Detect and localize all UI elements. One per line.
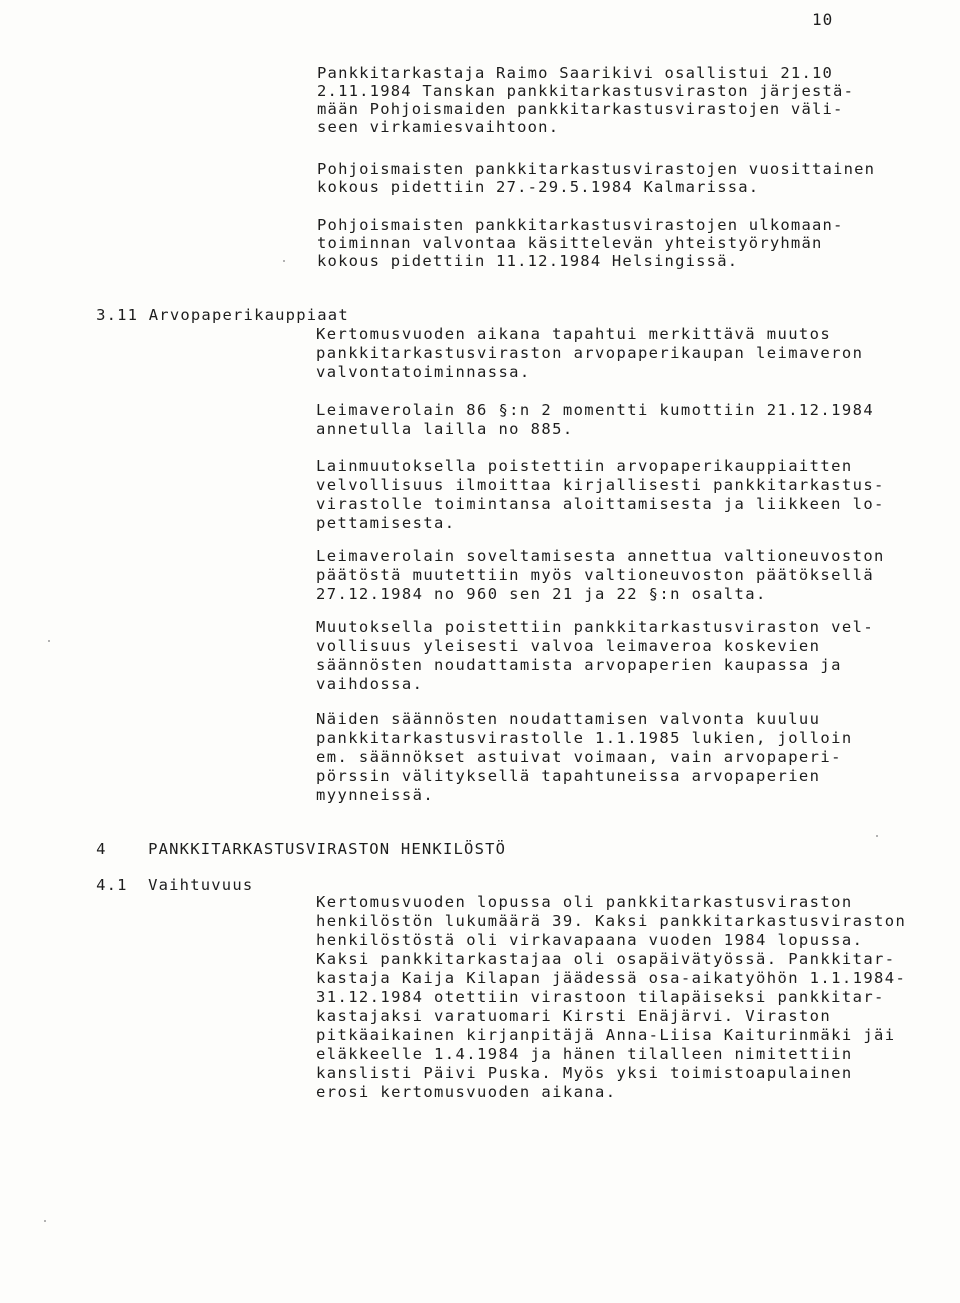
heading-3-11-number: 3.11 (96, 306, 139, 324)
page-number: 10 (812, 10, 834, 29)
paragraph-staff: Kertomusvuoden lopussa oli pankkitarkastusviraston henkilöstön lukumäärä 39. Kaksi pankkitarkastusviraston henkilöstöstä oli virkavapaana vuoden 1984 lopussa. Kaksi pankkitarkastajaa oli osapäivätyössä. Pankkitar- kastaja Kaija Kilapan jäädessä osa-aikatyöhön 1.1.1984- 31.12.1984 otettiin virastoon tilapäiseksi pankkitar- kastajaksi varatuomari Kirsti Enäjärvi. Viraston pitkäaikainen kirjanpitäjä Anna-Liisa Kaiturinmäki jäi eläkkeelle 1.4.1984 ja hänen tilalleen nimitettiin kanslisti Päivi Puska. Myös yksi toimistoapulainen erosi kertomusvuoden aikana. (316, 893, 907, 1101)
paragraph-decision: Leimaverolain soveltamisesta annettua valtioneuvoston päätöstä muutettiin myös valtioneuvoston päätöksellä 27.12.1984 no 960 sen 21 ja 22 §:n osalta. (316, 547, 885, 603)
paper-speck (283, 260, 285, 262)
paragraph-law-repeal: Leimaverolain 86 §:n 2 momentti kumottiin 21.12.1984 annetulla lailla no 885. (316, 401, 875, 438)
paper-speck (44, 1220, 46, 1222)
paper-speck (876, 835, 878, 837)
heading-4-1-title: Vaihtuvuus (148, 876, 254, 894)
heading-3-11 (75, 288, 349, 324)
paragraph-supervision-removed: Muutoksella poistettiin pankkitarkastusviraston vel- vollisuus yleisesti valvoa leimaveroa koskevien säännösten noudattamista arvopaperien kaupassa ja vaihdossa. (316, 618, 875, 693)
paragraph-working-group: Pohjoismaisten pankkitarkastusvirastojen ulkomaan- toiminnan valvontaa käsittelevän yhteistyöryhmän kokous pidettiin 11.12.1984 Helsingissä. (317, 216, 844, 270)
heading-4-number: 4 (96, 840, 107, 858)
heading-3-11-title: Arvopaperikauppiaat (148, 306, 349, 324)
paragraph-change: Kertomusvuoden aikana tapahtui merkittävä muutos pankkitarkastusviraston arvopaperikaupan leimaveron valvontatoiminnassa. (316, 325, 864, 381)
paragraph-compliance: Näiden säännösten noudattamisen valvonta kuuluu pankkitarkastusvirastolle 1.1.1985 lukien, jolloin em. säännökset astuivat voimaan, vain arvopaperi- pörssin välityksellä tapahtuneissa arvopaperien myynneissä. (316, 710, 853, 804)
heading-4-1 (75, 858, 253, 894)
heading-4 (75, 822, 506, 858)
paper-speck (48, 640, 50, 642)
paragraph-exchange: Pankkitarkastaja Raimo Saarikivi osallistui 21.10 2.11.1984 Tanskan pankkitarkastusviraston järjestä- mään Pohjoismaiden pankkitarkastusvirastojen väli- seen virkamiesvaihtoon. (317, 64, 855, 136)
paragraph-annual-meeting: Pohjoismaisten pankkitarkastusvirastojen vuosittainen kokous pidettiin 27.-29.5.1984 Kalmarissa. (317, 160, 876, 196)
heading-4-1-number: 4.1 (96, 876, 128, 894)
heading-4-title: PANKKITARKASTUSVIRASTON HENKILÖSTÖ (148, 840, 507, 858)
paragraph-amendment: Lainmuutoksella poistettiin arvopaperikauppiaitten velvollisuus ilmoittaa kirjallisesti pankkitarkastus- virastolle toimintansa aloittamisesta ja liikkeen lo- pettamisesta. (316, 457, 885, 532)
